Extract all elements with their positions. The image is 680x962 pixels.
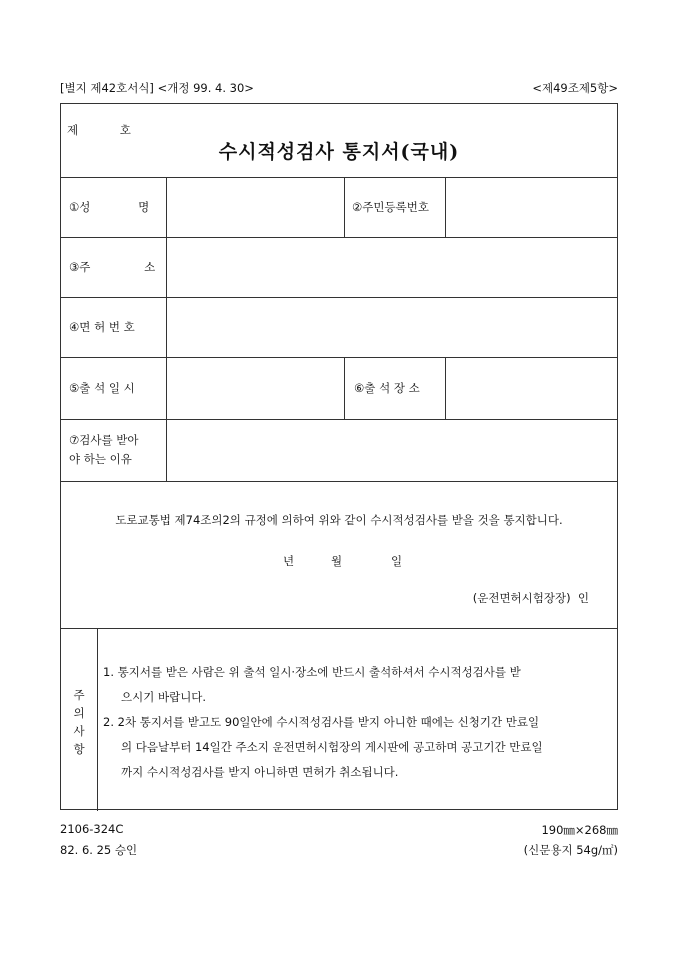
- caution-item-1-line1: 1. 통지서를 받은 사람은 위 출석 일시·장소에 반드시 출석하셔서 수시적성검사를 받: [103, 665, 521, 679]
- form-code: 2106-324C: [60, 822, 124, 836]
- address-field[interactable]: [167, 238, 617, 297]
- row-divider: [61, 481, 617, 482]
- form-header-left: [별지 제42호서식] <개정 99. 4. 30>: [60, 81, 254, 95]
- caution-label-char: 의: [73, 706, 85, 720]
- caution-list: [103, 660, 613, 785]
- form-title: 수시적성검사 통지서(국내): [218, 141, 460, 163]
- date-year: 년: [283, 554, 295, 568]
- caution-label-char: 사: [73, 724, 85, 738]
- attend-datetime-field[interactable]: [167, 358, 344, 419]
- notice-text: 도로교통법 제74조의2의 규정에 의하여 위와 같이 수시적성검사를 받을 것을 통지합니다.: [115, 513, 563, 527]
- issuer-signature: (운전면허시험장장) 인: [472, 591, 589, 605]
- paper-type: (신문용지 54g/㎡): [523, 843, 618, 857]
- caution-label-char: 항: [73, 742, 85, 756]
- caution-item-2-line1: 2. 2차 통지서를 받고도 90일안에 수시적성검사를 받지 아니한 때에는 신청기간 만료일: [103, 715, 540, 729]
- number-label: 제 호: [67, 123, 131, 137]
- attend-datetime-label: ⑤출 석 일 시: [69, 381, 135, 395]
- date-month: 월: [331, 554, 343, 568]
- date-day: 일: [391, 554, 403, 568]
- caution-item-2-line3: 까지 수시적성검사를 받지 아니하면 면허가 취소됩니다.: [121, 765, 399, 779]
- license-no-field[interactable]: [167, 298, 617, 357]
- caution-item-2-line2: 의 다음날부터 14일간 주소지 운전면허시험장의 게시판에 공고하며 공고기간 만료일: [121, 740, 543, 754]
- caution-label: [72, 686, 86, 758]
- resident-no-field[interactable]: [446, 178, 617, 237]
- reason-label-line1: ⑦검사를 받아: [69, 433, 139, 447]
- reason-field[interactable]: [167, 420, 617, 481]
- notice-form: [60, 103, 618, 810]
- caution-item-1-line2: 으시기 바랍니다.: [121, 690, 207, 704]
- reason-label-line2: 야 하는 이유: [69, 452, 132, 466]
- name-field[interactable]: [167, 178, 344, 237]
- name-label: ①성 명: [69, 200, 150, 214]
- column-divider: [344, 357, 345, 419]
- attend-place-field[interactable]: [446, 358, 617, 419]
- resident-no-label: ②주민등록번호: [352, 200, 429, 214]
- reason-label: [69, 431, 139, 469]
- row-divider: [61, 628, 617, 629]
- caution-item: [103, 660, 613, 710]
- form-header-right: <제49조제5항>: [532, 81, 618, 95]
- attend-place-label: ⑥출 석 장 소: [354, 381, 420, 395]
- address-label: ③주 소: [69, 260, 156, 274]
- column-divider: [344, 177, 345, 237]
- caution-item: [103, 710, 613, 785]
- license-no-label: ④면 허 번 호: [69, 320, 135, 334]
- column-divider: [97, 628, 98, 811]
- paper-size: 190㎜×268㎜: [541, 823, 618, 837]
- caution-label-char: 주: [73, 688, 85, 702]
- approval-date: 82. 6. 25 승인: [60, 843, 138, 857]
